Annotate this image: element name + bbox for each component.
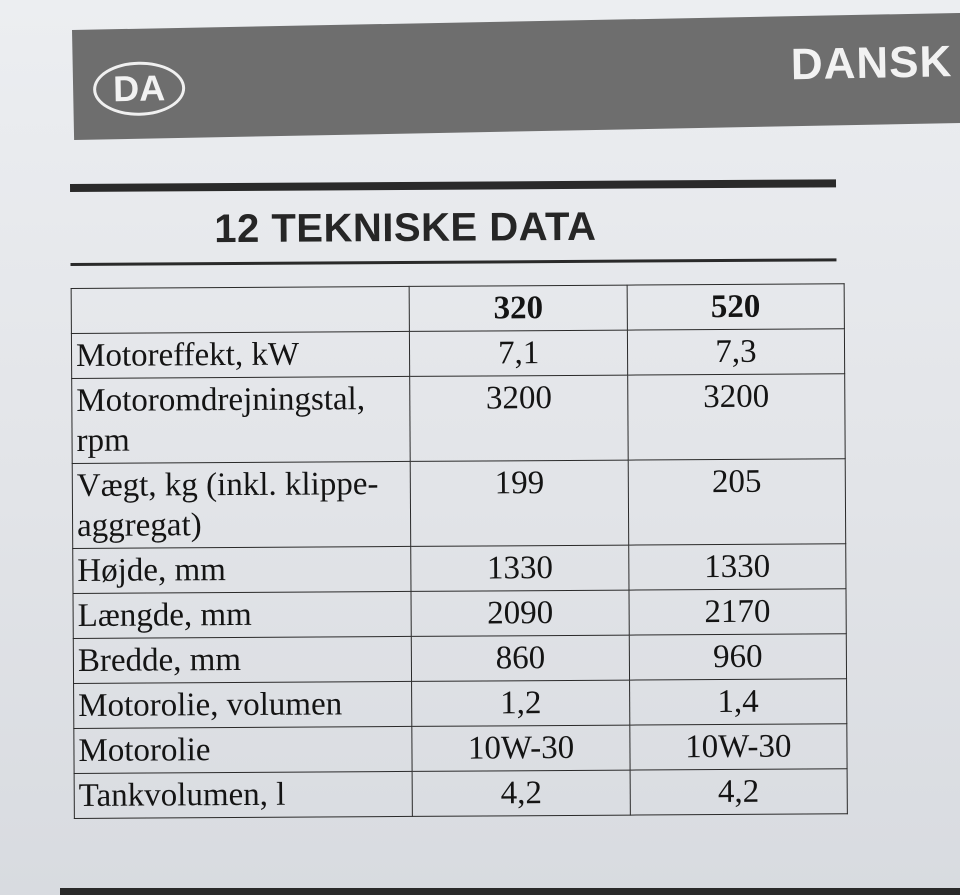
table-row [73,589,846,639]
table-row [74,724,847,774]
row-value-520: 1330 [628,544,846,590]
section-title-rule [70,258,836,266]
table-header-row [71,284,844,334]
bottom-rule [60,888,960,895]
row-value-320: 4,2 [413,770,631,816]
language-badge: DA [93,61,186,117]
row-value-320: 1,2 [412,680,630,726]
row-label: Tankvolumen, l [74,771,413,818]
row-value-320: 2090 [411,590,629,636]
row-value-520: 205 [628,459,846,545]
row-value-320: 3200 [410,375,628,461]
row-value-320: 7,1 [410,330,628,376]
row-value-320: 860 [412,635,630,681]
row-value-520: 3200 [627,374,845,460]
header-cell-empty [71,286,410,333]
row-value-320: 199 [411,460,629,546]
technical-data-section [70,179,854,819]
row-label: Højde, mm [73,546,412,593]
spec-table [71,283,848,819]
table-row [72,459,846,549]
row-value-320: 10W-30 [412,725,630,771]
row-label: Motorolie, volumen [74,681,413,728]
header-cell-320: 320 [410,285,628,331]
row-label: Vægt, kg (inkl. klippe-aggregat) [72,461,411,548]
row-label: Motoreffekt, kW [71,331,410,378]
section-title: 12 TEKNISKE DATA [214,204,597,252]
language-name: DANSK [790,37,953,90]
header-cell-520: 520 [627,284,845,330]
table-row [73,634,846,684]
row-value-520: 960 [629,634,847,680]
row-value-520: 7,3 [627,329,845,375]
table-row [74,769,847,819]
row-value-520: 1,4 [629,679,847,725]
row-value-520: 10W-30 [630,724,848,770]
table-row [74,679,847,729]
table-row [71,329,844,379]
row-value-520: 4,2 [630,769,848,815]
row-label: Bredde, mm [73,636,412,683]
row-label: Motoromdrejningstal, rpm [72,376,411,463]
row-label: Længde, mm [73,591,412,638]
row-value-520: 2170 [629,589,847,635]
table-row [73,544,846,594]
language-banner [72,13,960,140]
table-row [72,374,846,464]
row-value-320: 1330 [411,545,629,591]
row-label: Motorolie [74,726,413,773]
